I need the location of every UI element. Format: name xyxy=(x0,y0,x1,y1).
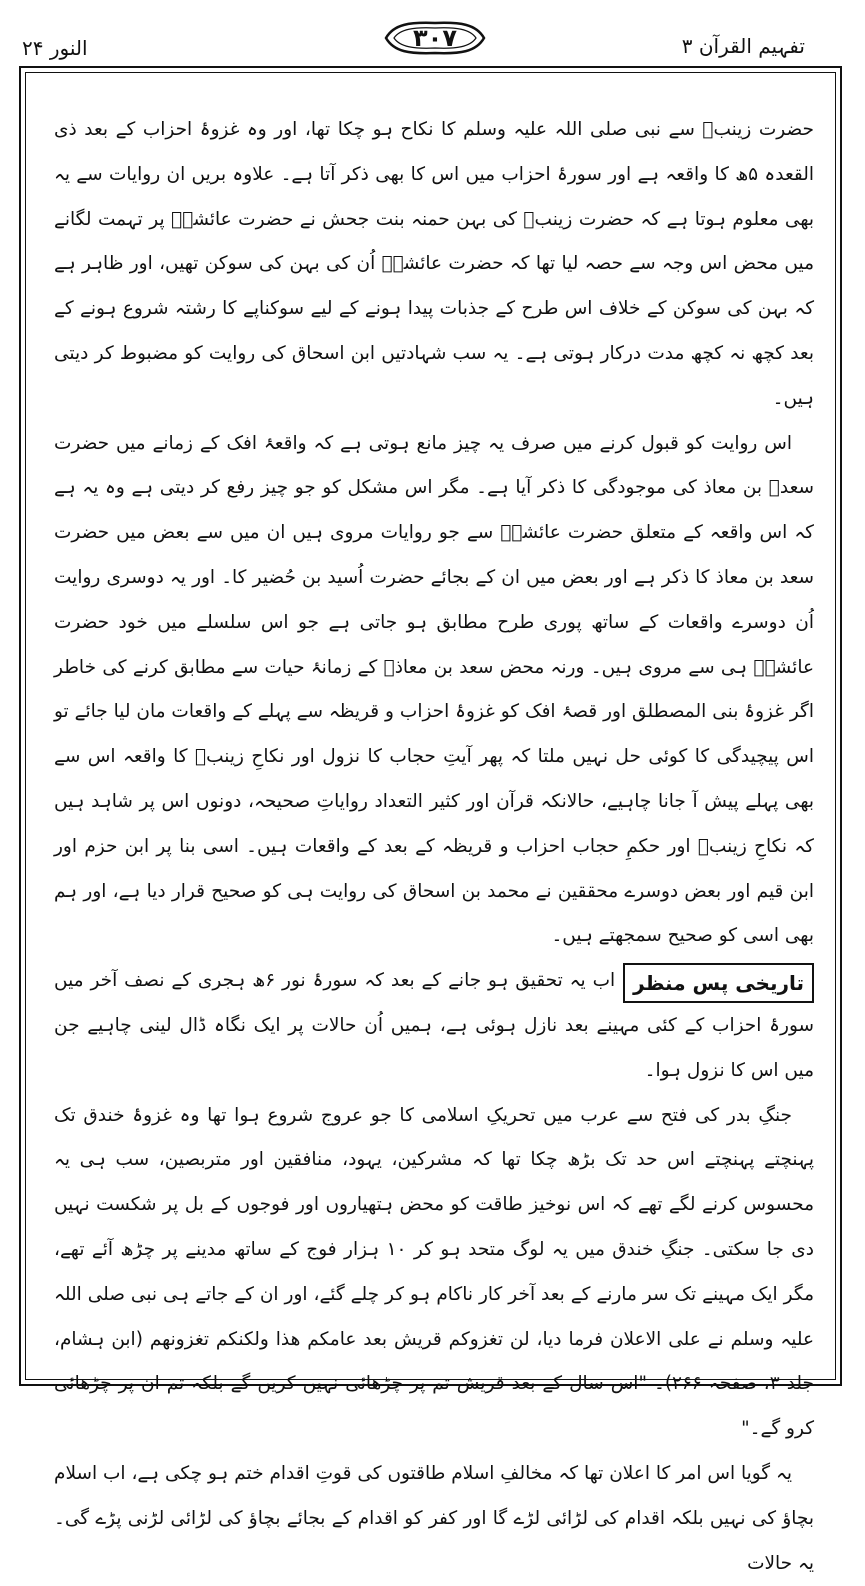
paragraph: یہ گویا اس امر کا اعلان تھا کہ مخالفِ اسلام طاقتوں کی قوتِ اقدام ختم ہو چکی ہے، اب اسلام بچاؤ کی نہیں بلکہ اقدام کی لڑائی لڑے گا اور کفر کو اقدام کے بجائے بچاؤ کی لڑائی لڑنی پڑے گی۔ یہ حالات xyxy=(54,1462,814,1574)
running-header-surah: النور ۲۴ xyxy=(22,36,88,60)
paragraph: جنگِ بدر کی فتح سے عرب میں تحریکِ اسلامی کا جو عروج شروع ہوا تھا وہ غزوۂ خندق تک پہنچتے پہنچتے اس حد تک بڑھ چکا تھا کہ مشرکین، یہود، منافقین اور متربصین، سب ہی یہ محسوس کرنے لگے تھے کہ اس نوخیز طاقت کو محض ہتھیاروں اور فوجوں کے بل پر شکست نہیں دی جا سکتی۔ جنگِ خندق میں یہ لوگ متحد ہو کر ۱۰ ہزار فوج کے ساتھ مدینے پر چڑھ آئے تھے، مگر ایک مہینے تک سر مارنے کے بعد آخر کار ناکام ہو کر چلے گئے، اور ان کے جاتے ہی نبی صلی اللہ علیہ وسلم نے علی الاعلان فرما دیا، لن تغزوکم قریش بعد عامکم ھذا ولکنکم تغزونھم (ابن ہشام، جلد ۳، صفحہ ۲۶۶)۔ "اس سال کے بعد قریش تم پر چڑھائی نہیں کریں گے بلکہ تم ان پر چڑھائی کرو گے۔" xyxy=(54,1104,814,1440)
paragraph: اس روایت کو قبول کرنے میں صرف یہ چیز مانع ہوتی ہے کہ واقعۂ افک کے زمانے میں حضرت سعدؓ بن معاذ کی موجودگی کا ذکر آیا ہے۔ مگر اس مشکل کو جو چیز رفع کر دیتی ہے وہ یہ ہے کہ اس واقعہ کے متعلق حضرت عائشہؓ سے جو روایات مروی ہیں ان میں سے بعض میں حضرت سعد بن معاذ کا ذکر ہے اور بعض میں ان کے بجائے حضرت اُسید بن حُضیر کا۔ اور یہ دوسری روایت اُن دوسرے واقعات کے ساتھ پوری طرح مطابق ہو جاتی ہے جو اس سلسلے میں خود حضرت عائشہؓ ہی سے مروی ہیں۔ ورنہ محض سعد بن معاذؓ کے زمانۂ حیات سے مطابق کرنے کی خاطر اگر غزوۂ بنی المصطلق اور قصۂ افک کو غزوۂ احزاب و قریظہ سے پہلے کے واقعات مان لیا جائے تو اس پیچیدگی کا کوئی حل نہیں ملتا کہ پھر آیتِ حجاب کا نزول اور نکاحِ زینبؓ کا واقعہ اس سے بھی پہلے پیش آ جانا چاہیے، حالانکہ قرآن اور کثیر التعداد روایاتِ صحیحہ، دونوں اس پر شاہد ہیں کہ نکاحِ زینبؓ اور حکمِ حجاب احزاب و قریظہ کے بعد کے واقعات ہیں۔ اسی بنا پر ابن حزم اور ابن قیم اور بعض دوسرے محققین نے محمد بن اسحاق کی روایت ہی کو صحیح قرار دیا ہے، اور ہم بھی اسی کو صحیح سمجھتے ہیں۔ xyxy=(54,432,814,947)
page-number: ۳۰۷ xyxy=(413,24,457,52)
section-heading: تاریخی پس منظر xyxy=(623,963,814,1003)
page-body xyxy=(54,108,814,1586)
running-header-book: تفہیم القرآن ۳ xyxy=(681,34,805,58)
page-number-badge xyxy=(380,20,490,56)
paragraph: اب یہ تحقیق ہو جانے کے بعد کہ سورۂ نور ۶ھ ہجری کے نصف آخر میں سورۂ احزاب کے کئی مہینے بعد نازل ہوئی ہے، ہمیں اُن حالات پر ایک نگاہ ڈال لینی چاہیے جن میں اس کا نزول ہوا۔ xyxy=(54,970,814,1081)
section-heading-row xyxy=(54,959,814,1093)
paragraph: حضرت زینبؓ سے نبی صلی اللہ علیہ وسلم کا نکاح ہو چکا تھا، اور وہ غزوۂ احزاب کے بعد ذی القعدہ ۵ھ کا واقعہ ہے اور سورۂ احزاب میں اس کا بھی ذکر آتا ہے۔ علاوہ بریں ان روایات سے یہ بھی معلوم ہوتا ہے کہ حضرت زینبؓ کی بہن حمنہ بنت جحش نے حضرت عائشہؓ پر تہمت لگانے میں محض اس وجہ سے حصہ لیا تھا کہ حضرت عائشہؓ اُن کی بہن کی سوکن تھیں، اور ظاہر ہے کہ بہن کی سوکن کے خلاف اس طرح کے جذبات پیدا ہونے کے لیے سوکناپے کا رشتہ شروع ہونے کے بعد کچھ نہ کچھ مدت درکار ہوتی ہے۔ یہ سب شہادتیں ابن اسحاق کی روایت کو مضبوط کر دیتی ہیں۔ xyxy=(54,119,815,409)
